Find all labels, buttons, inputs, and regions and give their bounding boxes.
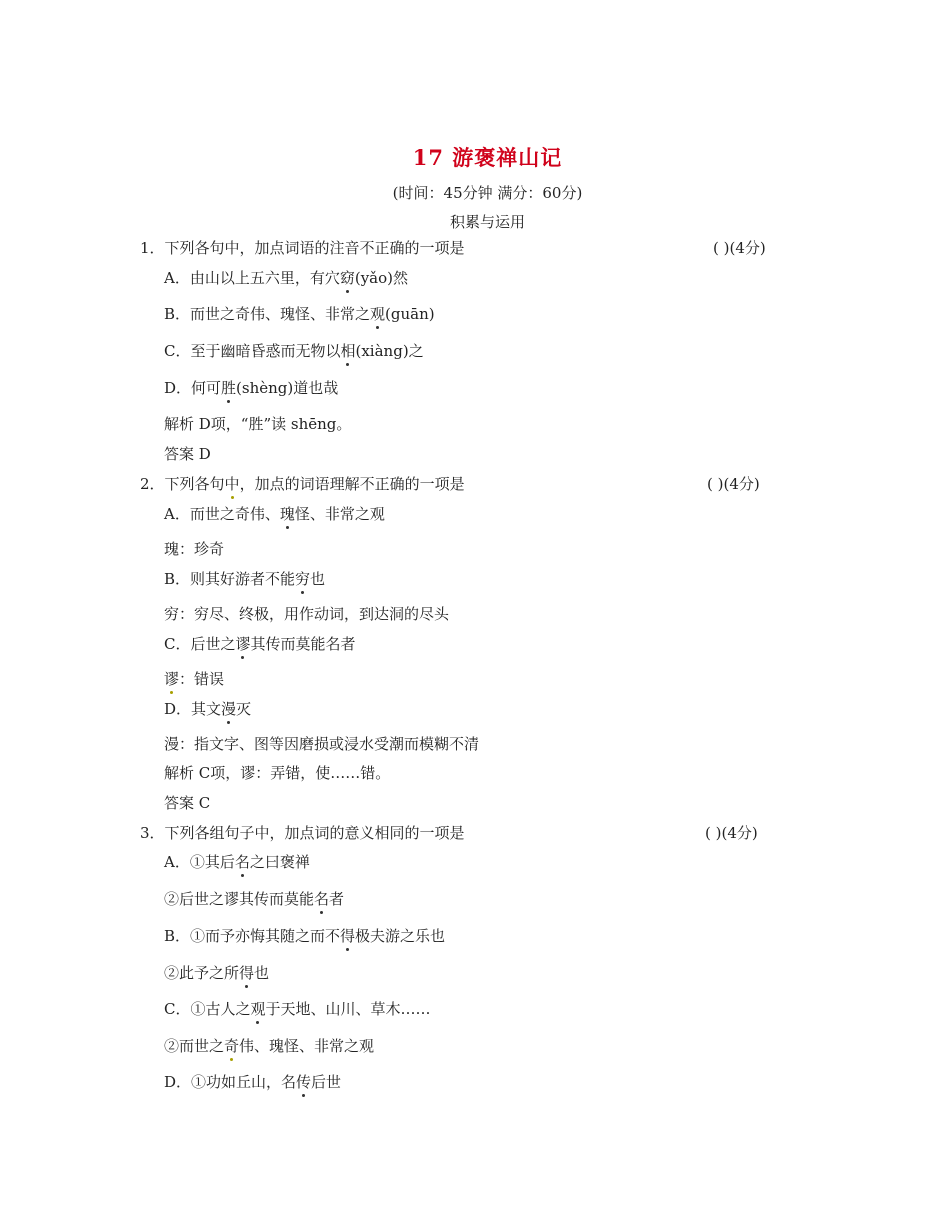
question-2-answer: 答案 C — [164, 794, 211, 812]
question-1-option-a: A．由山以上五六里，有穴窈(yǎo)然 — [164, 269, 409, 287]
question-3-option-c1: C．①古人之观于天地、山川、草木…… — [164, 1000, 431, 1018]
question-2-score: ( )(4分) — [707, 475, 760, 493]
question-2-analysis: 解析 C项，谬：弄错，使……错。 — [164, 764, 391, 782]
question-1-score: ( )(4分) — [713, 239, 766, 257]
question-1-stem: 1．下列各句中，加点词语的注音不正确的一项是 — [140, 239, 465, 257]
question-2-gloss-b: 穷：穷尽、终极，用作动词，到达洞的尽头 — [164, 605, 450, 623]
question-3-option-c2: ②而世之奇伟、瑰怪、非常之观 — [164, 1037, 375, 1055]
question-3-option-b1: B．①而予亦悔其随之而不得极夫游之乐也 — [164, 927, 446, 945]
question-2-option-a: A．而世之奇伟、瑰怪、非常之观 — [164, 505, 385, 523]
question-3-stem: 3．下列各组句子中，加点词的意义相同的一项是 — [140, 824, 465, 842]
question-1-option-c: C．至于幽暗昏惑而无物以相(xiàng)之 — [164, 342, 424, 360]
question-3-score: ( )(4分) — [705, 824, 758, 842]
question-2-option-d: D．其文漫灭 — [164, 700, 252, 718]
question-1-analysis: 解析 D项，“胜”读 shēng。 — [164, 415, 352, 433]
question-2-gloss-c: 谬：错误 — [164, 670, 225, 688]
question-2-stem: 2．下列各句中，加点的词语理解不正确的一项是 — [140, 475, 465, 493]
question-3-option-a1: A．①其后名之曰褒禅 — [164, 853, 310, 871]
question-1-option-b: B．而世之奇伟、瑰怪、非常之观(guān) — [164, 305, 435, 323]
question-2-option-c: C．后世之谬其传而莫能名者 — [164, 635, 356, 653]
question-3-option-b2: ②此予之所得也 — [164, 964, 270, 982]
section-heading: 积累与运用 — [449, 213, 525, 231]
exam-meta: (时间：45分钟 满分：60分) — [392, 184, 583, 202]
question-1-option-d: D．何可胜(shèng)道也哉 — [164, 379, 339, 397]
question-3-option-d1: D．①功如丘山，名传后世 — [164, 1073, 342, 1091]
question-2-gloss-a: 瑰：珍奇 — [164, 540, 225, 558]
question-2-gloss-d: 漫：指文字、图等因磨损或浸水受潮而模糊不清 — [164, 735, 480, 753]
question-2-option-b: B．则其好游者不能穷也 — [164, 570, 326, 588]
question-1-answer: 答案 D — [164, 445, 211, 463]
page-title: 17 游褒禅山记 — [412, 145, 563, 170]
question-3-option-a2: ②后世之谬其传而莫能名者 — [164, 890, 345, 908]
